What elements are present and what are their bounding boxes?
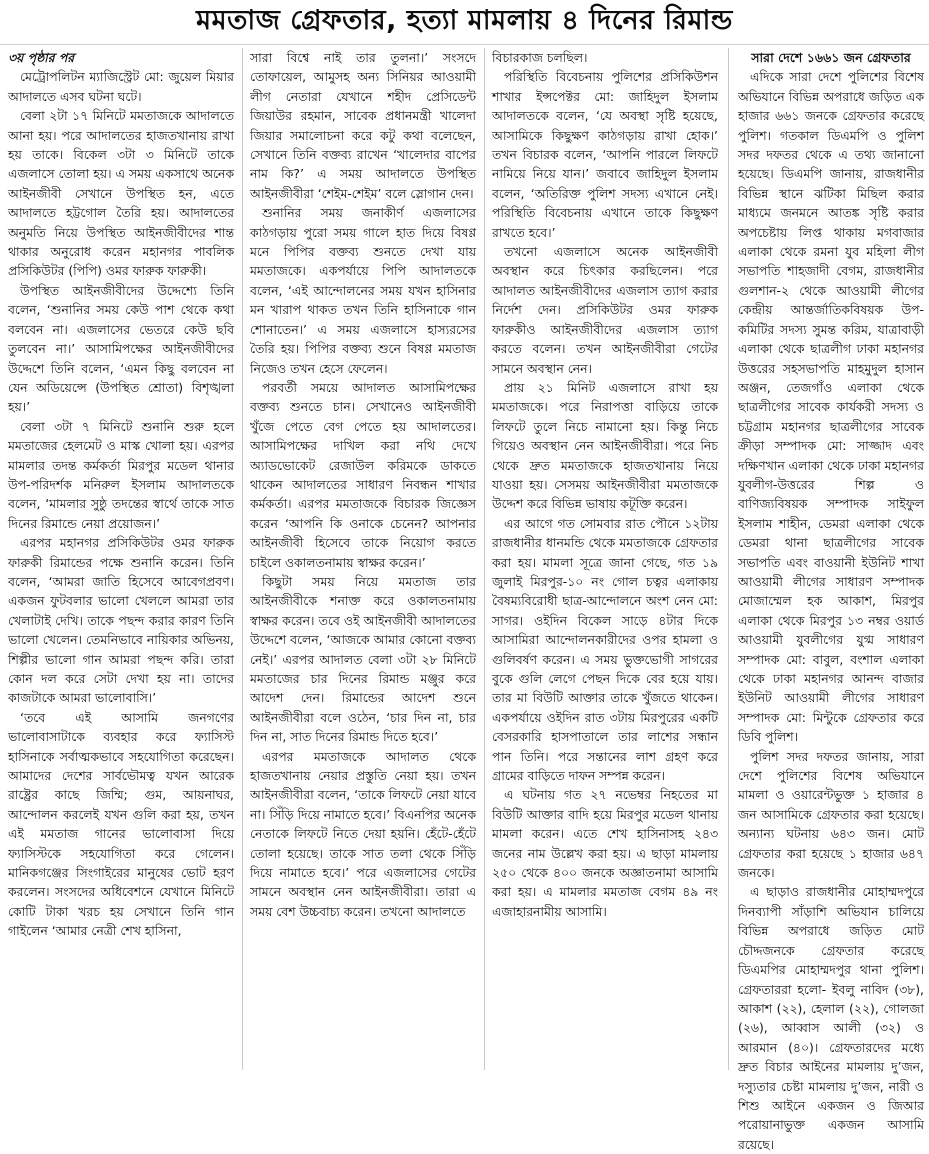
paragraph: মেট্রোপলিটন ম্যাজিস্ট্রেট মো: জুয়েল মিয়ার আদালতে এসব ঘটনা ঘটে। bbox=[8, 69, 234, 104]
section-subheading: সারা দেশে ১৬৬১ জন গ্রেফতার bbox=[751, 50, 911, 65]
paragraph: বেলা ২টা ১৭ মিনিটে মমতাজকে আদালতে আনা হয়। পরে আদালতের হাজতখানায় রাখা হয় তাকে। বিকেল ৩টা ৩ মিনিটে তাকে এজলাসে তোলা হয়। এ সময় একসাথে অনেক আইনজীবী সেখানে উপস্থিত হন, এতে আদালতে হট্টগোল তৈরি হয়। আদালতের অনুমতি নিয়ে উপস্থিত আইনজীবীদের শান্ত থাকার অনুরোধ করেন মহানগর পাবলিক প্রসিকিউটর (পিপি) ওমর ফারুক ফারুকী। bbox=[8, 108, 234, 279]
paragraph: বিচারকাজ চলছিল। bbox=[492, 50, 588, 65]
continuation-kicker: ৩য় পৃষ্ঠার পর bbox=[8, 50, 75, 65]
paragraph: পুলিশ সদর দফতর জানায়, সারা দেশে পুলিশের বিশেষ অভিযানে মামলা ও ওয়ারেন্টভুক্ত ১ হাজার ৪ জন আসামিকে গ্রেফতার করা হয়েছে। অন্যান্য ঘটনায় ৬৪৩ জন। মোট গ্রেফতার করা হয়েছে ১ হাজার ৬৪৭ জনকে। bbox=[738, 748, 924, 881]
column-divider bbox=[728, 48, 729, 1070]
paragraph: সারা বিশ্বে নাই তার তুলনা।’ সংসদে তোফায়েল, আমুসহ অন্য সিনিয়র আওয়ামী লীগ নেতারা যেখানে শহীদ প্রেসিডেন্ট জিয়াউর রহমান, সাবেক প্রধানমন্ত্রী খালেদা জিয়ার সমালোচনা করে কটু কথা বলেছেন, সেখানে তিনি বক্তব্য রাখেন ‘খালেদার বাপের নাম কি?’ এ সময় আদালতে উপস্থিত আইনজীবীরা ‘শেইম-শেইম’ বলে স্লোগান দেন। bbox=[250, 50, 476, 201]
paragraph: পরিস্থিতি বিবেচনায় পুলিশের প্রসিকিউশন শাখার ইন্সপেক্টর মো: জাহিদুল ইসলাম আদালতকে বলেন, ‘যে অবস্থা সৃষ্টি হয়েছে, আসামিকে কিছুক্ষণ কাঠগড়ায় রাখা হোক।’ তখন বিচারক বলেন, ‘আপনি পারলে লিফটে নামিয়ে নিয়ে যান।’ জবাবে জাহিদুল ইসলাম বলেন, ‘অতিরিক্ত পুলিশ সদস্য এখানে নেই। পরিস্থিতি বিবেচনায় এখানে তাকে কিছুক্ষণ রাখতে হবে।’ bbox=[492, 69, 718, 240]
paragraph: ‘তবে এই আসামি জনগণের ভালোবাসাটাকে ব্যবহার করে ফ্যাসিস্ট হাসিনাকে সর্বাত্মকভাবে সহযোগিতা করেছেন। আমাদের দেশের সার্বভৌমত্ব যখন আরেক রাষ্ট্রের কাছে জিম্মি; গুম, আয়নাঘর, আন্দোলন করলেই যখন গুলি করা হয়, তখন এই মমতাজ গানের ভালোবাসা দিয়ে ফ্যাসিস্টকে সহযোগিতা করে গেলেন। মানিকগঞ্জের সিংগাইরের মানুষের ভোট হরণ করলেন। সংসদের অধিবেশনে যেখানে মিনিটে কোটি টাকা খরচ হয় সেখানে তিনি গান গাইলেন ‘আমার নেত্রী শেখ হাসিনা, bbox=[8, 709, 234, 939]
paragraph: এ ঘটনায় গত ২৭ নভেম্বর নিহতের মা বিউটি আক্তার বাদি হয়ে মিরপুর মডেল থানায় মামলা করেন। এতে শেখ হাসিনাসহ ২৪৩ জনের নাম উল্লেখ করা হয়। এ ছাড়া মামলায় ২৫০ থেকে ৪০০ জনকে অজ্ঞাতনামা আসামি করা হয়। এ মামলার মমতাজ বেগম ৪৯ নং এজাহারনামীয় আসামি। bbox=[492, 787, 718, 919]
paragraph: পরবর্তী সময়ে আদালত আসামিপক্ষের বক্তব্য শুনতে চান। সেখানেও আইনজীবী খুঁজে পেতে বেগ পেতে হয় আদালতের। আসামিপক্ষের দাখিল করা নথি দেখে অ্যাডভোকেট রেজাউল করিমকে ডাকতে থাকেন আদালতের সাধারণ নিবন্ধন শাখার কর্মকর্তা। এরপর মমতাজকে বিচারক জিজ্ঞেস করেন ‘আপনি কি ওনাকে চেনেন? আপনার আইনজীবী হিসেবে তাকে নিয়োগ করতে চাইলে ওকালতনামায় স্বাক্ষর করেন।’ bbox=[250, 379, 476, 570]
paragraph: কিছুটা সময় নিয়ে মমতাজ তার আইনজীবীকে শনাক্ত করে ওকালতনামায় স্বাক্ষর করেন। তবে ওই আইনজীবী আদালতের উদ্দেশে বলেন, ‘আজকে আমার কোনো বক্তব্য নেই।’ এরপর আদালত বেলা ৩টা ২৮ মিনিটে মমতাজের চার দিনের রিমান্ড মঞ্জুর করে আদেশ দেন। রিমান্ডের আদেশ শুনে আইনজীবীরা বলে ওঠেন, ‘চার দিন না, চার দিন না, সাত দিনের রিমান্ড দিতে হবে।’ bbox=[250, 573, 476, 745]
paragraph: প্রায় ২১ মিনিট এজলাসে রাখা হয় মমতাজকে। পরে নিরাপত্তা বাড়িয়ে তাকে লিফটে তুলে নিচে নামানো হয়। কিন্তু নিচে গিয়েও অবস্থান নেন আইনজীবীরা। পরে নিচ থেকে দ্রুত মমতাজকে হাজতখানায় নিয়ে যাওয়া হয়। সেসময় আইনজীবীরা মমতাজকে উদ্দেশ করে বিভিন্ন ভাষায় কটূক্তি করেন। bbox=[492, 379, 718, 512]
paragraph: উপস্থিত আইনজীবীদের উদ্দেশ্যে তিনি বলেন, ‘শুনানির সময় কেউ পাশ থেকে কথা বলবেন না। এজলাসের ভেতরে কেউ ছবি তুলবেন না।’ আসামিপক্ষের আইনজীবীদের উদ্দেশে তিনি বলেন, ‘এমন কিছু বলবেন না যেন অডিয়েন্সে (উপস্থিত শ্রোতা) বিশৃঙ্খলা হয়।’ bbox=[8, 282, 234, 415]
paragraph: এদিকে সারা দেশে পুলিশের বিশেষ অভিযানে বিভিন্ন অপরাধে জড়িত এক হাজার ৬৬১ জনকে গ্রেফতার করেছে পুলিশ। গতকাল ডিএমপি ও পুলিশ সদর দফতর থেকে এ তথ্য জানানো হয়েছে। ডিএমপি জানায়, রাজধানীর বিভিন্ন স্থানে ঝটিকা মিছিল করার মাধ্যমে জনমনে আতঙ্ক সৃষ্টি করার অপচেষ্টায় লিপ্ত থাকায় মগবাজার এলাকা থেকে রমনা যুব মহিলা লীগ সভাপতি শাহজাদী বেগম, রাজধানীর গুলশান-২ থেকে আওয়ামী লীগের কেন্দ্রীয় আন্তর্জাতিকবিষয়ক উপ-কমিটির সদস্য সুমন্ত করিম, যাত্রাবাড়ী এলাকা থেকে ছাত্রলীগ ঢাকা মহানগর উত্তরের সহসভাপতি মাহমুদুল হাসান অঞ্জন, তেজগাঁও এলাকা থেকে ছাত্রলীগের সাবেক কার্যকরী সদস্য ও চট্টগ্রাম মহানগর ছাত্রলীগের সাবেক ক্রীড়া সম্পাদক মো: সাজ্জাদ এবং দক্ষিণখান এলাকা থেকে ঢাকা মহানগর যুবলীগ-উত্তরের শিল্প ও বাণিজ্যবিষয়ক সম্পাদক সাইফুল ইসলাম শাহীন, ডেমরা এলাকা থেকে ডেমরা থানা ছাত্রলীগের সাবেক সভাপতি এবং বাওয়ানী ইউনিট শাখা আওয়ামী লীগের সাধারণ সম্পাদক মোজাম্মেল হক আকাশ, মিরপুর এলাকা থেকে মিরপুর ১৩ নম্বর ওয়ার্ড আওয়ামী যুবলীগের যুগ্ম সাধারণ সম্পাদক মো: বাবুল, বংশাল এলাকা থেকে ঢাকা মহানগর আনন্দ বাজার ইউনিট আওয়ামী লীগের সাধারণ সম্পাদক মো: মিন্টুকে গ্রেফতার করে ডিবি পুলিশ। bbox=[738, 69, 924, 745]
paragraph: এরপর মমতাজকে আদালত থেকে হাজতখানায় নেয়ার প্রস্তুতি নেয়া হয়। তখন আইনজীবীরা বলেন, ‘তাকে লিফটে নেয়া যাবে না। সিঁড়ি দিয়ে নামাতে হবে।’ বিএনপির অনেক নেতাকে লিফটে নিতে দেয়া হয়নি। হেঁটে-হেঁটে তোলা হয়েছে। তাকে সাত তলা থেকে সিঁড়ি দিয়ে নামাতে হবে।’ পরে এজলাসের গেটের সামনে অবস্থান নেন আইনজীবীরা। তারা এ সময় বেশ উচ্চবাচ্য করেন। তখনো আদালতে bbox=[250, 748, 476, 919]
paragraph: তখনো এজলাসে অনেক আইনজীবী অবস্থান করে চিৎকার করছিলেন। পরে আদালত আইনজীবীদের এজলাস ত্যাগ করার নির্দেশ দেন। প্রসিকিউটর ওমর ফারুক ফারুকীও আইনজীবীদের এজলাস ত্যাগ করতে বলেন। তখন আইনজীবীরা গেটের সামনে অবস্থান নেন। bbox=[492, 244, 718, 376]
paragraph: এরপর মহানগর প্রসিকিউটর ওমর ফারুক ফারুকী রিমান্ডের পক্ষে শুনানি করেন। তিনি বলেন, ‘আমরা জাতি হিসেবে আবেগপ্রবণ। একজন ফুটবলার ভালো খেললে আমরা তার খেলাটাই দেখি। তাকে পছন্দ করার কারণ তিনি ভালো খেলেন। তেমনিভাবে নায়িকার অভিনয়, শিল্পীর ভালো গান আমরা পছন্দ করি। তারা কোন দল করে সেটা দেখা হয় না। তাদের কাজটাকে আমরা ভালোবাসি।’ bbox=[8, 535, 234, 706]
article-column-1 bbox=[8, 48, 234, 1073]
paragraph: এ ছাড়াও রাজধানীর মোহাম্মদপুরে দিনব্যাপী সাঁড়াশি অভিযান চালিয়ে বিভিন্ন অপরাধে জড়িত মোট চৌদ্দজনকে গ্রেফতার করেছে ডিএমপির মোহাম্মদপুর থানা পুলিশ। গ্রেফতাররা হলো- ইবলু নাবিদ (৩৮), আকাশ (২২), হেলাল (২২), গোলজা (২৬), আব্বাস আলী (৩২) ও আরমান (৪০)। গ্রেফতারদের মধ্যে দ্রুত বিচার আইনের মামলায় দু’জন, দস্যুতার চেষ্টা মামলায় দু’জন, নারী ও শিশু আইনে একজন ও জিআর পরোয়ানাভুক্ত একজন আসামি রয়েছে। bbox=[738, 884, 924, 1152]
paragraph: শুনানির সময় জনাকীর্ণ এজলাসের কাঠগড়ায় পুরো সময় গালে হাত দিয়ে বিষণ্ণ মনে পিপির বক্তব্য শুনতে দেখা যায় মমতাজকে। একপর্যায়ে পিপি আদালতকে বলেন, ‘এই আন্দোলনের সময় যখন হাসিনার মন খারাপ থাকত তখন তিনি হাসিনাকে গান শোনাতেন।’ এ সময় এজলাসে হাস্যরসের তৈরি হয়। পিপির বক্তব্য শুনে বিষণ্ণ মমতাজ নিজেও তখন হেসে ফেলেন। bbox=[250, 205, 476, 376]
headline: মমতাজ গ্রেফতার, হত্যা মামলায় ৪ দিনের রিমান্ড bbox=[0, 0, 929, 45]
article-column-4 bbox=[738, 48, 924, 1152]
paragraph: এর আগে গত সোমবার রাত পৌনে ১২টায় রাজধানীর ধানমন্ডি থেকে মমতাজকে গ্রেফতার করা হয়। মামলা সূত্রে জানা গেছে, গত ১৯ জুলাই মিরপুর-১০ নং গোল চত্বর এলাকায় বৈষম্যবিরোধী ছাত্র-আন্দোলনে অংশ নেন মো: সাগর। ওইদিন বিকেল সাড়ে ৪টার দিকে আসামিরা আন্দোলনকারীদের ওপর হামলা ও গুলিবর্ষণ করেন। এ সময় ভুক্তভোগী সাগরের বুকে গুলি লেগে পেছন দিকে বের হয়ে যায়। তার মা বিউটি আক্তার তাকে খুঁজতে থাকেন। একপর্যায়ে ওইদিন রাত ৩টায় মিরপুরের একটি বেসরকারি হাসপাতালে তার লাশের সন্ধান পান তিনি। পরে সন্তানের লাশ গ্রহণ করে গ্রামের বাড়িতে দাফন সম্পন্ন করেন। bbox=[492, 515, 718, 784]
column-divider bbox=[484, 48, 485, 1070]
article-column-2 bbox=[250, 48, 476, 1073]
article-column-3 bbox=[492, 48, 718, 1073]
paragraph: বেলা ৩টা ৭ মিনিটে শুনানি শুরু হলে মমতাজের হেলমেট ও মাস্ক খোলা হয়। এরপর মামলার তদন্ত কর্মকর্তা মিরপুর মডেল থানার উপ-পরিদর্শক মনিরুল ইসলাম আদালতকে বলেন, ‘মামলার সুষ্ঠু তদন্তের স্বার্থে তাকে সাত দিনের রিমান্ডে নেয়া প্রয়োজন।’ bbox=[8, 418, 234, 531]
column-divider bbox=[242, 48, 243, 1070]
